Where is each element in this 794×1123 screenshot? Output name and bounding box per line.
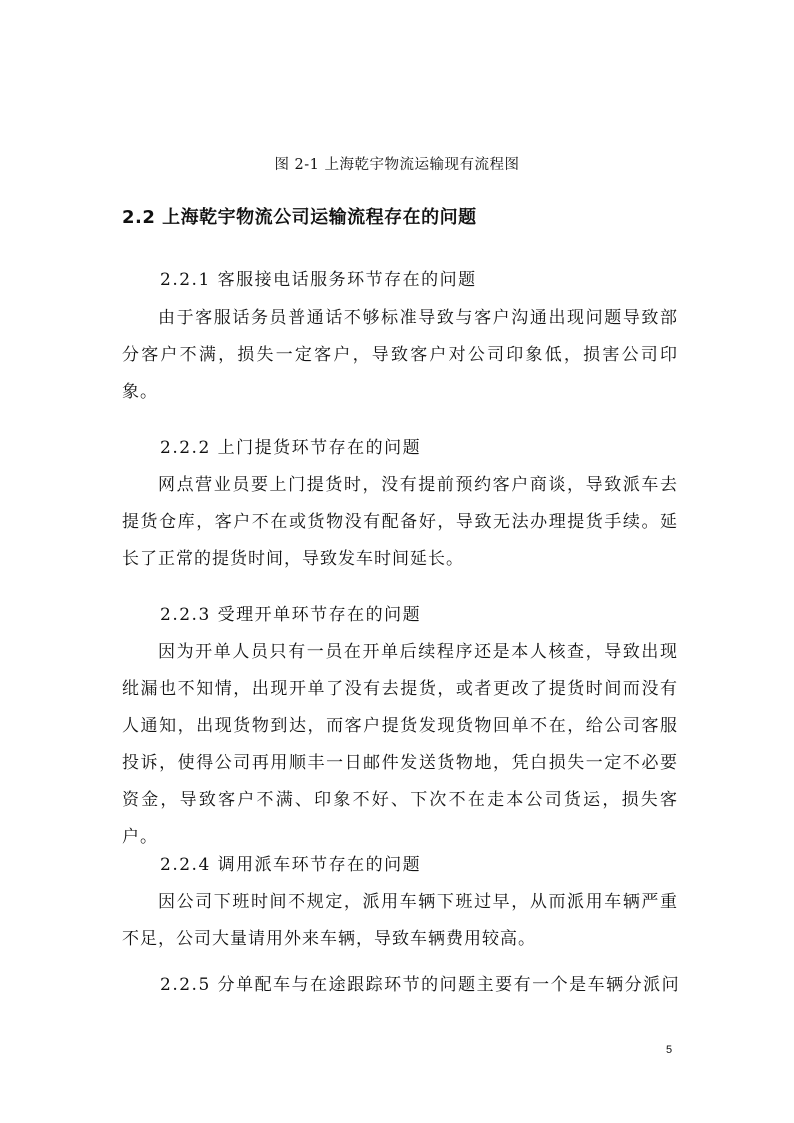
page-number: 5 [666, 1044, 673, 1056]
figure-caption: 图 2-1 上海乾宇物流运输现有流程图 [274, 157, 520, 173]
subsection-heading-2-2-4: 2.2.4 调用派车环节存在的问题 [160, 855, 422, 875]
subsection-heading-2-2-2: 2.2.2 上门提货环节存在的问题 [160, 438, 422, 458]
subsection-heading-2-2-1: 2.2.1 客服接电话服务环节存在的问题 [160, 270, 477, 290]
paragraph-2-2-3: 因为开单人员只有一员在开单后续程序还是本人核查，导致出现纰漏也不知情，出现开单了没有去提货，或者更改了提货时间而没有人通知，出现货物到达，而客户提货发现货物回单不在，给公司客服投诉，使得公司再用顺丰一日邮件发送货物地，凭白损失一定不必要资金，导致客户不满、印象不好、下次不在走本公司货运，损失客户。 [122, 642, 678, 847]
subsection-heading-2-2-3: 2.2.3 受理开单环节存在的问题 [160, 605, 422, 625]
section-heading: 2.2 上海乾宇物流公司运输流程存在的问题 [122, 207, 477, 228]
paragraph-2-2-4: 因公司下班时间不规定，派用车辆下班过早，从而派用车辆严重不足，公司大量请用外来车辆，导致车辆费用较高。 [122, 892, 678, 949]
subsection-heading-2-2-5: 2.2.5 分单配车与在途跟踪环节的问题主要有一个是车辆分派问 [160, 975, 681, 995]
paragraph-2-2-2: 网点营业员要上门提货时，没有提前预约客户商谈，导致派车去提货仓库，客户不在或货物没有配备好，导致无法办理提货手续。延长了正常的提货时间，导致发车时间延长。 [122, 475, 678, 569]
paragraph-2-2-1: 由于客服话务员普通话不够标准导致与客户沟通出现问题导致部分客户不满，损失一定客户，导致客户对公司印象低，损害公司印象。 [122, 308, 678, 402]
